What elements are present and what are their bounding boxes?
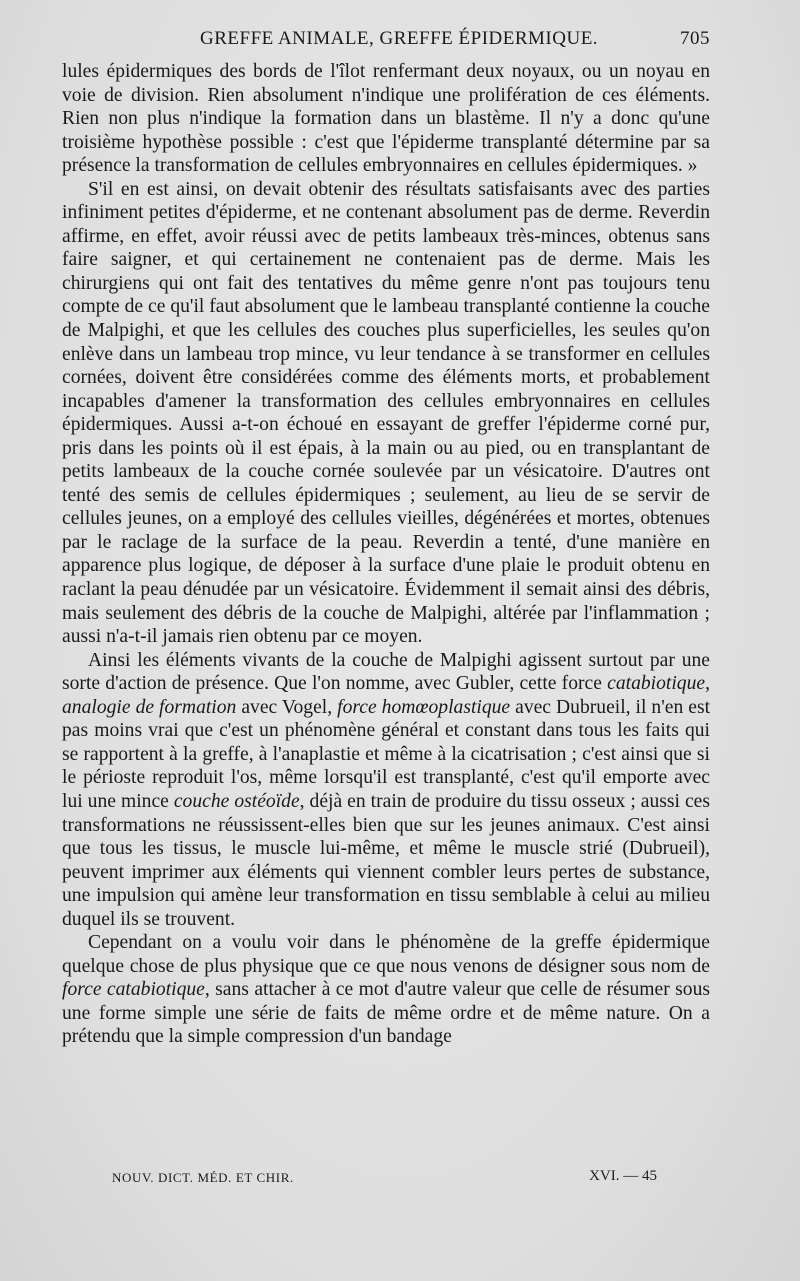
paragraph (62, 649, 710, 932)
text-run: S'il en est ainsi, on devait obtenir des résultats satisfaisants avec des parties infiniment petites d'épiderme, et ne contenant absolument pas de derme. Reverdin affirme, en effet, avoir réussi avec de petits lambeaux très-minces, obtenus sans faire saigner, et qui certainement ne contenaient pas de derme. Mais les chirurgiens qui ont fait des tentatives du même genre n'ont pas toujours tenu compte de ce qu'il faut absolument que le lambeau transplanté contienne la couche de Malpighi, et que les cellules des couches plus superficielles, les seules qu'on enlève dans un lambeau trop mince, vu leur tendance à se transformer en cellules cornées, doivent être considérées comme des éléments morts, et probablement incapables d'amener la transformation des cellules embryonnaires en cellules épidermiques. Aussi a-t-on échoué en essayant de greffer l'épiderme corné pur, pris dans les points où il est épais, à la main ou au pied, ou en transplantant de petits lambeaux de la couche cornée soulevée par un vésicatoire. D'autres ont tenté des semis de cellules épidermiques ; seulement, au lieu de se servir de cellules jeunes, on a employé des cellules vieilles, dégénérées et mortes, obtenues par le raclage de la surface de la peau. Reverdin a tenté, d'une manière en apparence plus logique, de déposer à la surface d'une plaie le produit obtenu en raclant la peau dénudée par un vésicatoire. Évidemment il semait ainsi des débris, mais seulement des débris de la couche de Malpighi, altérée par l'inflammation ; aussi n'a-t-il jamais rien obtenu par ce moyen. (62, 178, 710, 648)
body-text (62, 60, 710, 1049)
text-run: , (705, 673, 710, 695)
text-run: avec Dubrueil, il n'en est pas moins vrai que c'est un phénomène général et constant dans tous les faits qui se rapportent à la greffe, à l'anaplastie et même à la cicatrisation ; c'est ainsi que si le périoste reproduit l'os, même lorsqu'il est transplanté, c'est qu'il emporte avec lui une mince (62, 696, 711, 812)
text-run: lules épidermiques des bords de l'îlot renfermant deux noyaux, ou un noyau en voie de division. Rien absolument n'indique une prolifération de ces éléments. Rien non plus n'indique la formation dans un blastème. Il n'y a donc qu'une troisième hypothèse possible : c'est que l'épiderme transplanté détermine par sa présence la transformation de cellules embryonnaires en cellules épidermiques. » (62, 61, 710, 177)
running-title: GREFFE ANIMALE, GREFFE ÉPIDERMIQUE. (200, 28, 599, 49)
text-run: Ainsi les éléments vivants de la couche de Malpighi agissent surtout par une sorte d'action de présence. Que l'on nomme, avec Gubler, cette force (62, 649, 710, 695)
text-run: , sans attacher à ce mot d'autre valeur que celle de résumer sous une forme simple une série de faits de même ordre et de même nature. On a prétendu que la simple compression d'un bandage (62, 979, 710, 1048)
italic-term: catabiotique (607, 673, 706, 695)
running-header (62, 28, 710, 54)
italic-term: analogie de formation (62, 696, 237, 718)
italic-term: force catabiotique (62, 979, 205, 1001)
italic-term: couche ostéoïde (173, 790, 300, 812)
page-footer (112, 1168, 657, 1188)
text-run: avec Vogel, (236, 696, 338, 718)
paragraph (62, 60, 710, 178)
paragraph (62, 178, 710, 649)
text-run: , déjà en train de produire du tissu osseux ; aussi ces transformations ne réussissent-elles bien que sur les jeunes animaux. C'est ainsi que tous les tissus, le muscle lui-même, et même le muscle strié (Dubrueil), peuvent imprimer aux éléments qui viennent combler leurs pertes de substance, une impulsion qui amène leur transformation en tissu semblable à celui au milieu duquel ils se trouvent. (62, 790, 710, 930)
paragraph (62, 931, 710, 1049)
page-number: 705 (680, 28, 710, 49)
italic-term: force homœoplastique (337, 696, 511, 718)
footer-publication: NOUV. DICT. MÉD. ET CHIR. (112, 1170, 294, 1185)
text-run: Cependant on a voulu voir dans le phénomène de la greffe épidermique quelque chose de plus physique que ce que nous venons de désigner sous nom de (62, 932, 710, 977)
footer-signature: XVI. — 45 (589, 1168, 657, 1184)
